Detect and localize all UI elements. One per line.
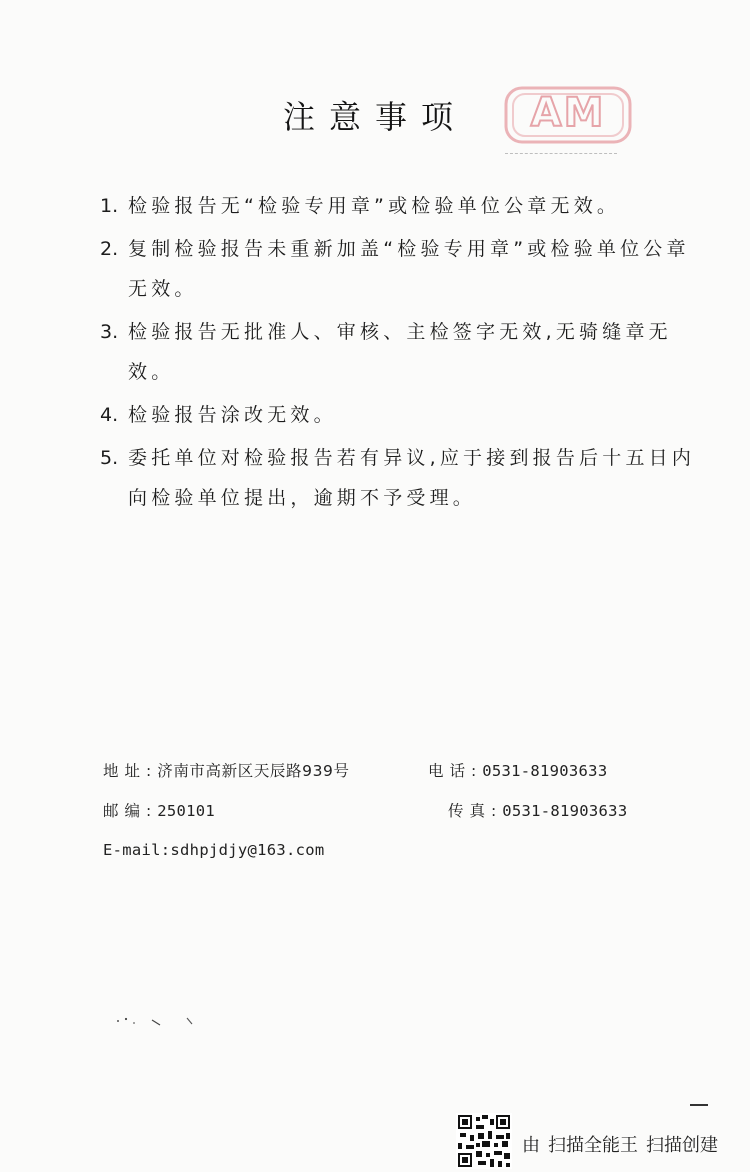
- contact-row-address: [103, 759, 663, 781]
- page-title: 注意事项: [282, 98, 467, 136]
- notice-item: [100, 186, 700, 226]
- stamp-label: AM: [530, 90, 606, 136]
- fax-label: 传真:: [448, 802, 503, 820]
- notice-number: 3.: [100, 321, 119, 343]
- watermark-app: 扫描全能王: [548, 1135, 638, 1156]
- address-label: 地址:: [103, 762, 158, 780]
- notice-text: 检验报告无批准人、审核、主检签字无效,无骑缝章无效。: [128, 321, 672, 383]
- watermark-prefix: 由: [522, 1135, 540, 1156]
- phone-group: [428, 759, 607, 781]
- notice-item: [100, 438, 700, 518]
- watermark-suffix: 扫描创建: [646, 1135, 718, 1156]
- phone-value: 0531-81903633: [482, 762, 608, 780]
- notice-item: [100, 229, 700, 309]
- postcode-value: 250101: [157, 802, 216, 820]
- fax-value: 0531-81903633: [502, 802, 628, 820]
- contact-row-postcode: [103, 799, 663, 821]
- notice-item: [100, 312, 700, 392]
- notice-number: 4.: [100, 404, 119, 426]
- stamp-underline: [505, 153, 617, 164]
- fax-group: [448, 799, 627, 821]
- qr-code-icon: [456, 1113, 512, 1169]
- red-cma-stamp: [503, 84, 633, 146]
- notice-number: 5.: [100, 447, 119, 469]
- postcode-label: 邮编:: [103, 802, 158, 820]
- address-value: 济南市高新区天辰路939号: [157, 762, 350, 780]
- notice-list: [100, 186, 700, 521]
- scan-mark: [690, 1104, 708, 1106]
- notice-item: [100, 395, 700, 435]
- notice-text: 检验报告涂改无效。: [128, 404, 337, 426]
- notice-number: 1.: [100, 195, 119, 217]
- email-line: E-mail:sdhpjdjy@163.com: [103, 841, 325, 859]
- scan-specks-icon: [112, 1012, 212, 1032]
- scanner-watermark: [456, 1113, 750, 1169]
- notice-number: 2.: [100, 238, 119, 260]
- notice-text: 检验报告无“检验专用章”或检验单位公章无效。: [128, 195, 621, 217]
- watermark-text: [522, 1131, 726, 1157]
- phone-label: 电话:: [428, 762, 483, 780]
- notice-text: 复制检验报告未重新加盖“检验专用章”或检验单位公章无效。: [128, 238, 690, 300]
- notice-text: 委托单位对检验报告若有异议,应于接到报告后十五日内向检验单位提出，逾期不予受理。: [128, 447, 696, 509]
